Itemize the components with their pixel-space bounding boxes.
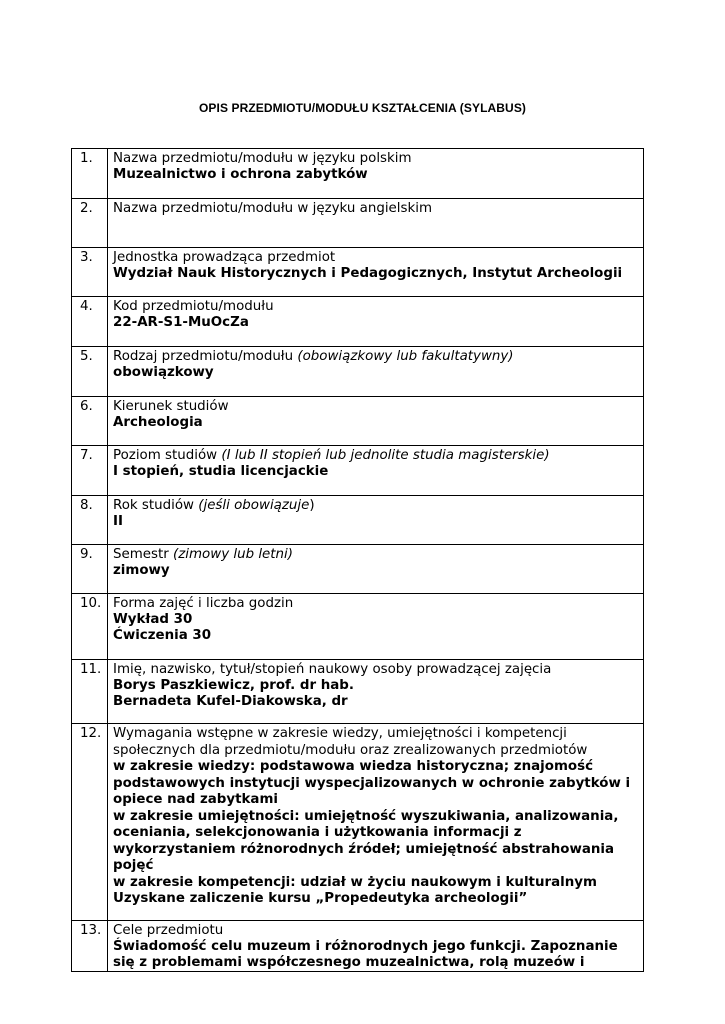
- row-value: Archeologia: [113, 415, 203, 430]
- row-value: Bernadeta Kufel-Diakowska, dr: [113, 694, 348, 709]
- row-content: [108, 149, 644, 199]
- row-value: Ćwiczenia 30: [113, 628, 212, 643]
- row-value: obowiązkowy: [113, 365, 214, 380]
- row-label-text: Rok studiów: [113, 498, 194, 513]
- row-number: 3.: [72, 248, 108, 297]
- row-number: 9.: [72, 545, 108, 594]
- row-label-note: (jeśli obowiązuje: [198, 498, 310, 513]
- row-number: 7.: [72, 446, 108, 496]
- table-row: [72, 347, 644, 397]
- row-value: w zakresie umiejętności: umiejętność wyszukiwania, analizowania, oceniania, selekcjonowania i użytkowania informacji z wykorzystaniem różnorodnych źródeł; umiejętność abstrahowania pojęć: [113, 808, 619, 873]
- row-label: [113, 498, 639, 514]
- row-content: [108, 545, 644, 594]
- table-row: [72, 545, 644, 594]
- row-value: Wydział Nauk Historycznych i Pedagogicznych, Instytut Archeologii: [113, 266, 623, 281]
- document-title: OPIS PRZEDMIOTU/MODUŁU KSZTAŁCENIA (SYLABUS): [198, 101, 527, 115]
- row-value: w zakresie wiedzy: podstawowa wiedza historyczna; znajomość podstawowych instytucji wyspecjalizowanych w ochronie zabytków i opiece nad zabytkami: [113, 759, 631, 807]
- row-label: Imię, nazwisko, tytuł/stopień naukowy osoby prowadzącej zajęcia: [113, 662, 552, 677]
- row-label-note: (obowiązkowy lub fakultatywny): [297, 349, 514, 364]
- row-label: Cele przedmiotu: [113, 923, 224, 938]
- row-label: Jednostka prowadząca przedmiot: [113, 250, 336, 265]
- row-value: w zakresie kompetencji: udział w życiu naukowym i kulturalnym: [113, 874, 597, 890]
- row-number: 4.: [72, 297, 108, 347]
- row-label: [113, 547, 639, 563]
- table-row: [72, 149, 644, 199]
- row-label: [113, 448, 639, 464]
- row-number: 8.: [72, 496, 108, 545]
- row-value: 22-AR-S1-MuOcZa: [113, 315, 249, 330]
- row-content: [108, 921, 644, 972]
- row-value: I stopień, studia licencjackie: [113, 464, 329, 479]
- table-row: [72, 496, 644, 545]
- row-value: zimowy: [113, 563, 170, 578]
- row-label: Wymagania wstępne w zakresie wiedzy, umiejętności i kompetencji społecznych dla przedmiotu/modułu oraz zrealizowanych przedmiotów: [113, 726, 588, 758]
- row-label: [113, 349, 639, 365]
- row-number: 5.: [72, 347, 108, 397]
- row-content: [108, 496, 644, 545]
- row-label: Kierunek studiów: [113, 399, 229, 414]
- row-number: 2.: [72, 199, 108, 248]
- row-label-text: Semestr: [113, 547, 169, 562]
- table-row: [72, 297, 644, 347]
- row-content: [108, 199, 644, 248]
- row-content: [108, 446, 644, 496]
- row-value: Uzyskane zaliczenie kursu „Propedeutyka archeologii”: [113, 891, 528, 906]
- row-value: Borys Paszkiewicz, prof. dr hab.: [113, 678, 354, 693]
- row-label-text: Poziom studiów: [113, 448, 218, 463]
- row-content: [108, 248, 644, 297]
- row-value: II: [113, 514, 123, 529]
- row-label: Forma zajęć i liczba godzin: [113, 596, 294, 611]
- table-row: [72, 921, 644, 972]
- row-content: [108, 347, 644, 397]
- table-row: [72, 594, 644, 660]
- table-row: [72, 248, 644, 297]
- table-row: [72, 446, 644, 496]
- row-label-after: ): [309, 498, 315, 513]
- table-row: [72, 724, 644, 921]
- row-label-note: (zimowy lub letni): [173, 547, 293, 562]
- row-label-text: Rodzaj przedmiotu/modułu: [113, 349, 294, 364]
- row-label-note: (I lub II stopień lub jednolite studia magisterskie): [221, 448, 550, 463]
- row-value: Wykład 30: [113, 612, 193, 627]
- row-number: 10.: [72, 594, 108, 660]
- row-content: [108, 594, 644, 660]
- row-number: 11.: [72, 660, 108, 724]
- row-content: [108, 297, 644, 347]
- row-content: [108, 397, 644, 446]
- row-label: Nazwa przedmiotu/modułu w języku polskim: [113, 151, 412, 166]
- table-row: [72, 397, 644, 446]
- row-label: Kod przedmiotu/modułu: [113, 299, 274, 314]
- syllabus-table: [71, 148, 644, 972]
- table-row: [72, 199, 644, 248]
- table-row: [72, 660, 644, 724]
- row-value: Świadomość celu muzeum i różnorodnych jego funkcji. Zapoznanie się z problemami współczesnego muzealnictwa, rolą muzeów i: [113, 939, 618, 970]
- row-content: [108, 660, 644, 724]
- row-number: 12.: [72, 724, 108, 921]
- row-number: 6.: [72, 397, 108, 446]
- row-number: 13.: [72, 921, 108, 972]
- row-content: [108, 724, 644, 921]
- row-value: Muzealnictwo i ochrona zabytków: [113, 167, 368, 182]
- row-number: 1.: [72, 149, 108, 199]
- row-label: Nazwa przedmiotu/modułu w języku angielskim: [113, 201, 432, 216]
